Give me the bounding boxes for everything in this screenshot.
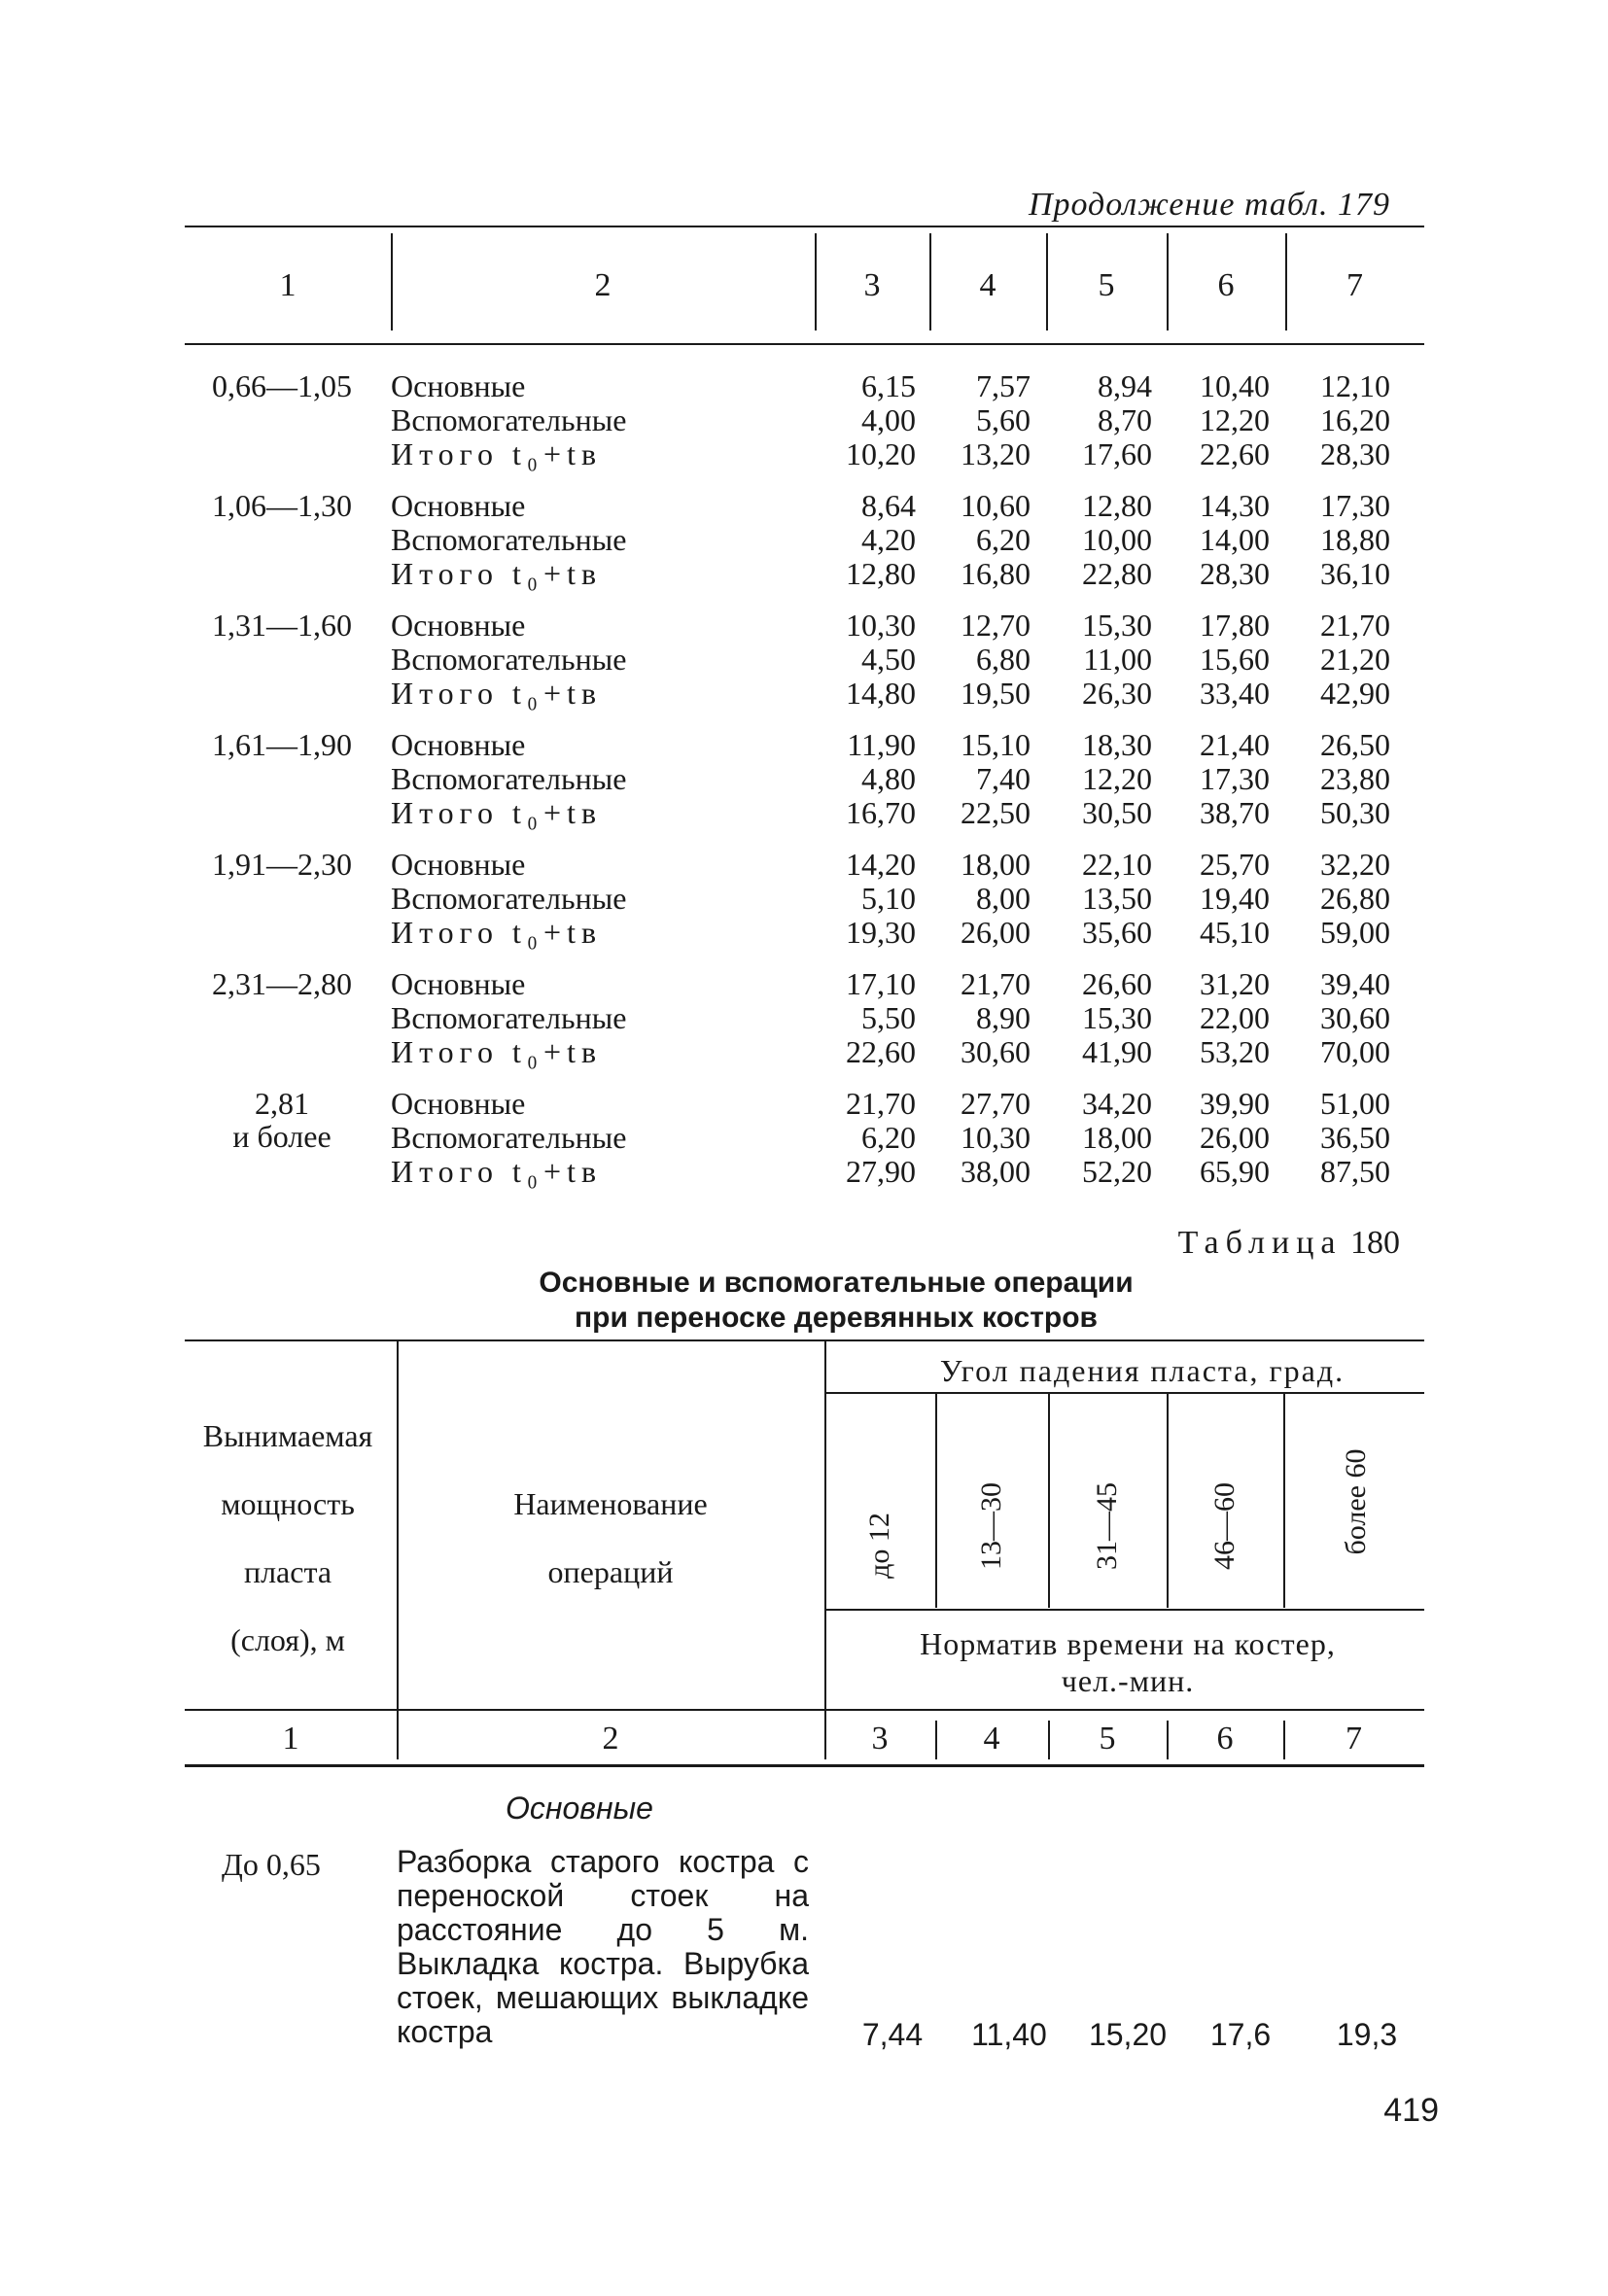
t180-norm-rule [824,1609,1424,1611]
cell-value: 14,00 [1200,522,1270,557]
cell-value: 6,15 [861,368,916,403]
t180-colnum-1: 1 [282,1721,299,1757]
value-column [1176,369,1270,471]
cell-value: 17,80 [1200,608,1270,643]
cell-value: 26,00 [1200,1120,1270,1155]
cell-value: 10,60 [961,488,1031,523]
cell-value: 30,60 [1320,1000,1390,1035]
value-column [1176,1087,1270,1189]
t180-colnum-2: 2 [602,1721,619,1757]
table180-title-line1: Основные и вспомогательные операции [539,1267,1134,1299]
value-column [822,848,916,950]
cell-value: 16,20 [1320,402,1390,437]
t180-row1-value-2: 11,40 [971,2017,1047,2052]
cell-value: 7,57 [976,368,1031,403]
cell-value: 10,30 [961,1120,1031,1155]
cell-value: 11,90 [847,727,916,762]
cell-value: 30,50 [1082,795,1152,830]
op-main: Основные [391,1086,526,1121]
cell-value: 18,00 [961,847,1031,882]
op-aux: Вспомогательные [391,1000,627,1035]
t180-head-col1-line2: мощность [221,1486,355,1521]
t180-angle-3: 31—45 [1091,1482,1123,1570]
cell-value: 19,30 [846,915,916,950]
cell-value: 22,00 [1200,1000,1270,1035]
op-total: Итого t₀+tв [391,436,603,471]
cell-value: 25,70 [1200,847,1270,882]
t180-colnum-6: 6 [1216,1721,1234,1757]
t180-head-col1-line4: (слоя), м [230,1622,345,1657]
t180-head-col2 [397,1470,824,1606]
cell-value: 31,20 [1200,966,1270,1001]
value-column [1297,609,1390,711]
op-aux: Вспомогательные [391,522,627,557]
cell-value: 45,10 [1200,915,1270,950]
range-label: 2,81 и более [232,1086,332,1154]
value-column [822,489,916,591]
t180-angle-4: 46—60 [1208,1482,1241,1570]
cell-value: 4,80 [861,761,916,796]
table180-title-line2: при переноске деревянных костров [575,1302,1098,1334]
cell-value: 12,80 [1082,488,1152,523]
t180-head-col2-line1: Наименование [513,1486,708,1521]
t179-colnum-2: 2 [594,267,612,303]
cell-value: 39,90 [1200,1086,1270,1121]
cell-value: 33,40 [1200,676,1270,711]
value-column [1059,848,1152,950]
t179-colnum-1: 1 [279,267,297,303]
operation-labels [391,967,626,1069]
cell-value: 15,30 [1082,608,1152,643]
cell-value: 28,30 [1320,436,1390,471]
op-main: Основные [391,847,526,882]
cell-value: 28,30 [1200,556,1270,591]
cell-value: 26,00 [961,915,1031,950]
cell-value: 35,60 [1082,915,1152,950]
cell-value: 42,90 [1320,676,1390,711]
cell-value: 8,70 [1098,402,1152,437]
cell-value: 10,30 [846,608,916,643]
t180-angle-vline-2 [1048,1394,1050,1608]
cell-value: 30,60 [961,1034,1031,1069]
operation-labels [391,609,626,711]
t180-norm-header-line1: Норматив времени на костер, [920,1626,1336,1661]
value-column [937,848,1031,950]
operation-labels [391,369,626,471]
value-column [1059,609,1152,711]
value-column [822,1087,916,1189]
cell-value: 70,00 [1320,1034,1390,1069]
cell-value: 15,30 [1082,1000,1152,1035]
cell-value: 6,80 [976,642,1031,677]
op-main: Основные [391,368,526,403]
t179-colnum-7: 7 [1346,267,1363,303]
value-column [937,728,1031,830]
t180-vline-2 [824,1341,826,1759]
cell-value: 17,30 [1320,488,1390,523]
t179-top-rule [185,226,1424,227]
range-label: 1,91—2,30 [212,847,352,882]
cell-value: 8,90 [976,1000,1031,1035]
op-main: Основные [391,727,526,762]
range-label: 1,61—1,90 [212,727,352,762]
t179-colnum-4: 4 [979,267,996,303]
cell-value: 13,20 [961,436,1031,471]
t179-header-rule [185,343,1424,345]
op-aux: Вспомогательные [391,761,627,796]
t180-row1-description: Разборка старого костра с переноской стоек на расстояние до 5 м. Выкладка костра. Вырубка стоек, мешающих выкладке костра [397,1844,809,2049]
cell-value: 5,50 [861,1000,916,1035]
t180-norm-header [836,1625,1419,1699]
t180-colnum-7: 7 [1346,1721,1362,1757]
cell-value: 5,60 [976,402,1031,437]
cell-value: 27,70 [961,1086,1031,1121]
cell-value: 10,00 [1082,522,1152,557]
cell-value: 21,70 [961,966,1031,1001]
cell-value: 6,20 [861,1120,916,1155]
value-column [937,609,1031,711]
operation-labels [391,728,626,830]
cell-value: 65,90 [1200,1154,1270,1189]
cell-value: 17,60 [1082,436,1152,471]
cell-value: 87,50 [1320,1154,1390,1189]
cell-value: 52,20 [1082,1154,1152,1189]
cell-value: 10,40 [1200,368,1270,403]
cell-value: 12,80 [846,556,916,591]
op-total: Итого t₀+tв [391,1154,603,1189]
value-column [937,1087,1031,1189]
t180-angle-header: Угол падения пласта, град. [939,1353,1346,1388]
cell-value: 12,70 [961,608,1031,643]
cell-value: 23,80 [1320,761,1390,796]
cell-value: 39,40 [1320,966,1390,1001]
value-column [1059,489,1152,591]
cell-value: 8,64 [861,488,916,523]
t180-row1-value-3: 15,20 [1088,2017,1168,2052]
cell-value: 8,94 [1098,368,1152,403]
cell-value: 38,70 [1200,795,1270,830]
cell-value: 36,10 [1320,556,1390,591]
cell-value: 11,00 [1083,642,1152,677]
cell-value: 34,20 [1082,1086,1152,1121]
cell-value: 16,80 [961,556,1031,591]
cell-value: 26,60 [1082,966,1152,1001]
value-column [1059,1087,1152,1189]
t180-angle-1: до 12 [863,1513,895,1579]
cell-value: 22,10 [1082,847,1152,882]
value-column [1176,489,1270,591]
t180-angle-2: 13—30 [975,1482,1007,1570]
cell-value: 22,80 [1082,556,1152,591]
cell-value: 22,60 [846,1034,916,1069]
t180-colnum-bottom-rule [185,1764,1424,1767]
cell-value: 4,20 [861,522,916,557]
continuation-caption: Продолжение табл. 179 [1028,187,1390,223]
cell-value: 21,70 [846,1086,916,1121]
cell-value: 41,90 [1082,1034,1152,1069]
cell-value: 14,20 [846,847,916,882]
t180-angle-rule [824,1392,1424,1394]
cell-value: 12,20 [1200,402,1270,437]
value-column [937,967,1031,1069]
t179-colnum-5: 5 [1098,267,1115,303]
t180-angle-vline-4 [1283,1394,1285,1608]
table180-num: 180 [1350,1225,1400,1261]
range-label: 1,06—1,30 [212,488,352,523]
cell-value: 4,00 [861,402,916,437]
value-column [822,967,916,1069]
operation-labels [391,848,626,950]
table180-label: Таблица [1177,1225,1343,1261]
op-main: Основные [391,488,526,523]
op-total: Итого t₀+tв [391,676,603,711]
operation-labels [391,1087,626,1189]
op-main: Основные [391,966,526,1001]
value-column [1297,728,1390,830]
op-total: Итого t₀+tв [391,915,603,950]
value-column [822,728,916,830]
t179-colnum-6: 6 [1217,267,1235,303]
cell-value: 8,00 [976,881,1031,916]
cell-value: 21,20 [1320,642,1390,677]
value-column [1059,369,1152,471]
value-column [1297,489,1390,591]
value-column [1297,848,1390,950]
cell-value: 53,20 [1200,1034,1270,1069]
cell-value: 17,10 [846,966,916,1001]
t180-colnum-4: 4 [983,1721,1000,1757]
table180-title [350,1266,1322,1336]
operation-labels [391,489,626,591]
cell-value: 14,30 [1200,488,1270,523]
range-label: 2,31—2,80 [212,966,352,1001]
t180-angle-vline-3 [1167,1394,1169,1608]
cell-value: 6,20 [976,522,1031,557]
cell-value: 26,80 [1320,881,1390,916]
cell-value: 13,50 [1082,881,1152,916]
cell-value: 32,20 [1320,847,1390,882]
page-number: 419 [1383,2092,1439,2129]
cell-value: 12,10 [1320,368,1390,403]
op-aux: Вспомогательные [391,642,627,677]
t180-norm-header-line2: чел.-мин. [1061,1663,1195,1698]
cell-value: 17,30 [1200,761,1270,796]
op-aux: Вспомогательные [391,402,627,437]
cell-value: 18,30 [1082,727,1152,762]
value-column [1176,848,1270,950]
cell-value: 10,20 [846,436,916,471]
t180-section-main: Основные [506,1791,653,1826]
op-total: Итого t₀+tв [391,1034,603,1069]
cell-value: 15,60 [1200,642,1270,677]
value-column [822,369,916,471]
t180-angle-5: более 60 [1340,1448,1372,1555]
cell-value: 16,70 [846,795,916,830]
value-column [822,609,916,711]
value-column [937,369,1031,471]
cell-value: 14,80 [846,676,916,711]
t180-head-col1 [181,1402,395,1674]
cell-value: 22,50 [961,795,1031,830]
value-column [1297,1087,1390,1189]
cell-value: 19,50 [961,676,1031,711]
cell-value: 18,80 [1320,522,1390,557]
value-column [1176,728,1270,830]
cell-value: 18,00 [1082,1120,1152,1155]
cell-value: 22,60 [1200,436,1270,471]
t180-head-col1-line3: пласта [243,1554,332,1589]
t180-top-rule [185,1339,1424,1341]
op-total: Итого t₀+tв [391,556,603,591]
t180-row1-value-1: 7,44 [861,2017,924,2052]
range-label: 0,66—1,05 [212,368,352,403]
t180-colnum-top-rule [185,1709,1424,1711]
cell-value: 7,40 [976,761,1031,796]
cell-value: 21,40 [1200,727,1270,762]
t180-colnum-5: 5 [1099,1721,1116,1757]
op-aux: Вспомогательные [391,1120,627,1155]
op-total: Итого t₀+tв [391,795,603,830]
range-label: 1,31—1,60 [212,608,352,643]
t180-head-col1-line1: Вынимаемая [202,1418,373,1453]
cell-value: 38,00 [961,1154,1031,1189]
cell-value: 15,10 [961,727,1031,762]
op-main: Основные [391,608,526,643]
t179-colnum-3: 3 [863,267,881,303]
op-aux: Вспомогательные [391,881,627,916]
t180-row1-range: До 0,65 [222,1847,321,1882]
value-column [1297,967,1390,1069]
value-column [1297,369,1390,471]
cell-value: 4,50 [861,642,916,677]
cell-value: 26,50 [1320,727,1390,762]
t180-colnum-3: 3 [871,1721,889,1757]
t180-row1-value-5: 19,3 [1336,2017,1398,2052]
table180-number [1069,1225,1400,1262]
value-column [1176,967,1270,1069]
value-column [937,489,1031,591]
value-column [1176,609,1270,711]
t180-angle-vline-1 [935,1394,937,1608]
cell-value: 36,50 [1320,1120,1390,1155]
t180-row1-value-4: 17,6 [1209,2017,1272,2052]
value-column [1059,967,1152,1069]
t180-head-col2-line2: операций [547,1554,674,1589]
cell-value: 21,70 [1320,608,1390,643]
cell-value: 51,00 [1320,1086,1390,1121]
cell-value: 59,00 [1320,915,1390,950]
cell-value: 19,40 [1200,881,1270,916]
cell-value: 26,30 [1082,676,1152,711]
value-column [1059,728,1152,830]
cell-value: 50,30 [1320,795,1390,830]
cell-value: 27,90 [846,1154,916,1189]
cell-value: 5,10 [861,881,916,916]
cell-value: 12,20 [1082,761,1152,796]
